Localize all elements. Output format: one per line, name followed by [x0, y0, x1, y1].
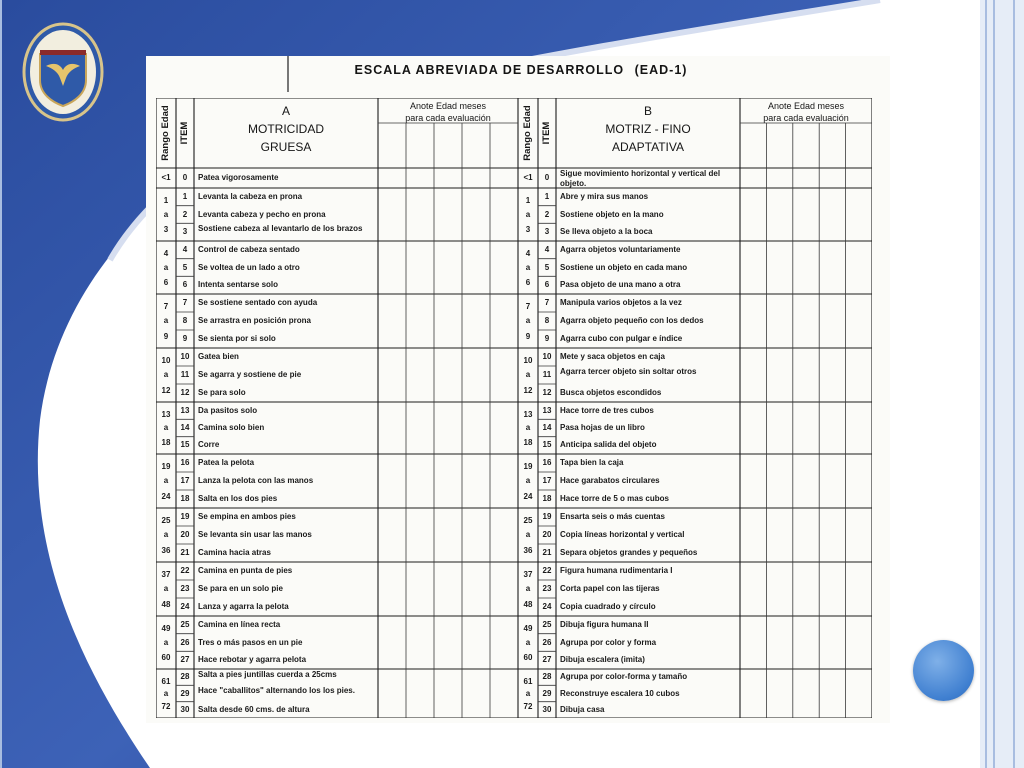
item-number-b: 2: [544, 209, 550, 219]
item-text-a: Intenta sentarse solo: [198, 280, 279, 290]
item-text-b: Sigue movimiento horizontal y vertical del objeto.: [560, 169, 721, 188]
age-to-a: 6: [163, 278, 169, 287]
title-text: ESCALA ABREVIADA DE DESARROLLO: [354, 63, 625, 77]
item-number-b: 10: [542, 352, 552, 361]
age-sep-b: a: [525, 370, 531, 379]
item-text-b: Separa objetos grandes y pequeños: [560, 548, 698, 557]
age-from-a: 25: [161, 516, 171, 525]
age-from-b: 25: [523, 516, 533, 525]
item-number-b: 28: [542, 672, 552, 682]
item-text-b: Hace garabatos circulares: [560, 476, 660, 485]
age-sep-b: a: [525, 316, 531, 325]
age-sep-b: a: [525, 530, 531, 539]
item-number-b: 9: [544, 334, 550, 343]
item-number-a: 28: [180, 672, 190, 682]
age-to-b: 36: [523, 546, 533, 555]
age-sep-a: a: [163, 530, 169, 539]
item-text-b: Dibuja figura humana II: [560, 619, 649, 629]
age-sep-b: a: [525, 584, 531, 593]
age-to-a: 3: [163, 225, 169, 234]
item-text-a: Se empina en ambos pies: [198, 512, 296, 521]
item-text-b: Copia cuadrado y círculo: [560, 602, 656, 611]
item-text-a: Se voltea de un lado a otro: [198, 262, 300, 272]
age-from-b: 10: [523, 356, 533, 365]
age-from-a: 1: [163, 196, 169, 205]
age-from-a: 10: [161, 356, 171, 365]
item-number-a: 1: [182, 191, 188, 201]
item-number-b: 27: [542, 655, 552, 665]
item-number-a: 3: [182, 227, 188, 237]
item-number-a: 2: [182, 209, 188, 219]
item-text-a: Tres o más pasos en un pie: [198, 637, 303, 647]
item-text-a: Hace rebotar y agarra pelota: [198, 655, 307, 665]
item-number-b: 12: [542, 388, 552, 397]
age-to-b: 72: [523, 702, 533, 711]
item-number-a: 6: [182, 280, 188, 290]
item-text-b: Ensarta seis o más cuentas: [560, 512, 665, 521]
item-number-a: 0: [182, 173, 188, 182]
age-to-a: 24: [161, 492, 171, 501]
section-b-letter: B: [643, 104, 652, 118]
item-number-a: 25: [180, 619, 190, 629]
item-text-a: Camina en punta de pies: [198, 566, 293, 575]
rango-edad-label-a: Rango Edad: [160, 105, 171, 161]
rango-edad-label-b: Rango Edad: [522, 105, 533, 161]
item-text-b: Tapa bien la caja: [560, 458, 624, 467]
scanned-document: [146, 56, 890, 723]
age-sep-a: a: [163, 423, 169, 432]
item-number-b: 25: [542, 619, 552, 629]
item-text-b: Pasa hojas de un libro: [560, 423, 645, 432]
item-text-b: Abre y mira sus manos: [560, 191, 649, 201]
item-number-b: 24: [542, 602, 552, 611]
age-from-b: 37: [523, 570, 533, 579]
anote-b-line1: Anote Edad meses: [767, 101, 845, 111]
item-text-b: Agarra cubo con pulgar e índice: [560, 334, 683, 343]
age-sep-b: a: [525, 262, 531, 272]
item-text-b: Agarra objeto pequeño con los dedos: [560, 316, 704, 325]
item-text-b: Sostiene un objeto en cada mano: [560, 262, 688, 272]
age-sep-a: a: [163, 637, 169, 647]
item-text-a: Levanta cabeza y pecho en prona: [198, 209, 326, 219]
item-number-b: 7: [544, 298, 550, 307]
item-number-a: 19: [180, 512, 190, 521]
item-number-a: 22: [180, 566, 190, 575]
age-from-a: 7: [163, 302, 169, 311]
age-to-b: 18: [523, 438, 533, 447]
item-number-a: 7: [182, 298, 188, 307]
institution-logo: [22, 22, 104, 122]
age-to-b: 48: [523, 600, 533, 609]
age-from-b: <1: [523, 173, 533, 182]
item-text-b: Agarra tercer objeto sin soltar otros: [560, 367, 697, 376]
item-number-a: 29: [180, 688, 190, 698]
item-number-b: 14: [542, 423, 552, 432]
age-sep-a: a: [163, 370, 169, 379]
item-number-b: 17: [542, 476, 552, 485]
item-number-a: 9: [182, 334, 188, 343]
item-text-b: Agrupa por color y forma: [560, 637, 657, 647]
age-to-b: 24: [523, 492, 533, 501]
item-text-b: Corta papel con las tijeras: [560, 584, 660, 593]
item-text-a: Sostiene cabeza al levantarlo de los brazos: [198, 224, 363, 234]
anote-b-line2: para cada evaluación: [763, 113, 849, 123]
item-text-a: Hace "caballitos" alternando los los pies.: [198, 686, 355, 696]
age-to-a: 60: [161, 653, 171, 662]
item-number-b: 13: [542, 405, 552, 415]
age-sep-a: a: [163, 209, 169, 219]
item-text-a: Salta a pies juntillas cuerda a 25cms: [198, 670, 337, 679]
item-number-b: 26: [542, 637, 552, 647]
age-to-a: 36: [161, 546, 171, 555]
title-code: (EAD-1): [634, 63, 688, 77]
age-from-b: 1: [525, 196, 531, 205]
document-title: [146, 63, 890, 77]
item-text-a: Salta desde 60 cms. de altura: [198, 704, 310, 714]
age-sep-a: a: [163, 584, 169, 593]
item-number-a: 10: [180, 352, 190, 361]
item-text-b: Copia líneas horizontal y vertical: [560, 530, 685, 539]
item-text-a: Se sienta por si solo: [198, 334, 276, 343]
item-number-a: 14: [180, 423, 190, 432]
item-text-b: Reconstruye escalera 10 cubos: [560, 688, 680, 698]
item-text-a: Se arrastra en posición prona: [198, 316, 311, 325]
item-number-b: 6: [544, 280, 550, 290]
item-label-a: ITEM: [179, 121, 190, 145]
item-text-b: Agarra objetos voluntariamente: [560, 244, 681, 254]
item-number-b: 15: [542, 440, 552, 450]
age-from-a: 4: [163, 249, 169, 258]
age-to-b: 6: [525, 278, 531, 287]
age-from-b: 61: [523, 677, 533, 686]
age-to-a: 18: [161, 438, 171, 447]
age-to-a: 12: [161, 386, 171, 395]
item-number-a: 27: [180, 655, 190, 665]
age-to-a: 72: [161, 702, 171, 711]
item-text-a: Se sostiene sentado con ayuda: [198, 298, 318, 307]
age-sep-a: a: [163, 262, 169, 272]
age-from-b: 4: [525, 249, 531, 258]
item-number-b: 5: [544, 262, 550, 272]
item-number-a: 24: [180, 602, 190, 611]
age-from-a: 61: [161, 677, 171, 686]
age-from-a: 37: [161, 570, 171, 579]
anote-a-line2: para cada evaluación: [405, 113, 491, 123]
item-text-a: Control de cabeza sentado: [198, 244, 300, 254]
item-number-b: 4: [544, 244, 550, 254]
age-from-b: 7: [525, 302, 531, 311]
item-text-b: Hace torre de tres cubos: [560, 405, 654, 415]
item-number-a: 18: [180, 494, 190, 503]
item-number-b: 0: [544, 173, 550, 182]
item-number-b: 19: [542, 512, 552, 521]
item-number-a: 26: [180, 637, 190, 647]
age-to-b: 9: [525, 332, 531, 341]
item-text-a: Lanza la pelota con las manos: [198, 476, 314, 485]
item-text-b: Dibuja casa: [560, 704, 605, 714]
item-text-b: Manipula varios objetos a la vez: [560, 298, 682, 307]
item-text-a: Se levanta sin usar las manos: [198, 530, 312, 539]
item-text-a: Patea la pelota: [198, 458, 255, 467]
item-text-a: Se agarra y sostiene de pie: [198, 370, 302, 379]
item-text-a: Levanta la cabeza en prona: [198, 191, 303, 201]
item-number-a: 23: [180, 584, 190, 593]
age-sep-b: a: [525, 423, 531, 432]
item-number-b: 16: [542, 458, 552, 467]
item-text-b: Hace torre de 5 o mas cubos: [560, 494, 669, 503]
age-to-a: 9: [163, 332, 169, 341]
item-label-b: ITEM: [541, 121, 552, 145]
age-sep-b: a: [525, 637, 531, 647]
section-a-title: MOTRICIDAD: [248, 122, 324, 136]
accent-circle: [913, 640, 974, 701]
item-number-a: 16: [180, 458, 190, 467]
item-number-a: 12: [180, 388, 190, 397]
age-from-b: 13: [523, 410, 533, 419]
item-text-a: Se para en un solo pie: [198, 584, 283, 593]
item-number-a: 21: [180, 548, 190, 557]
item-text-b: Busca objetos escondidos: [560, 388, 662, 397]
item-number-a: 17: [180, 476, 190, 485]
item-number-a: 4: [182, 244, 188, 254]
item-text-b: Pasa objeto de una mano a otra: [560, 280, 681, 290]
item-text-a: Gatea bien: [198, 352, 239, 361]
section-b-title: MOTRIZ - FINO: [605, 122, 691, 136]
item-text-b: Mete y saca objetos en caja: [560, 352, 665, 361]
item-number-a: 20: [180, 530, 190, 539]
age-to-b: 60: [523, 653, 533, 662]
age-sep-a: a: [163, 476, 169, 485]
item-text-a: Camina hacia atras: [198, 548, 271, 557]
item-text-a: Camina en línea recta: [198, 619, 281, 629]
age-to-a: 48: [161, 600, 171, 609]
item-number-b: 23: [542, 584, 552, 593]
age-from-a: 49: [161, 624, 171, 633]
anote-a-line1: Anote Edad meses: [409, 101, 487, 111]
item-number-a: 30: [180, 704, 190, 714]
age-sep-b: a: [525, 476, 531, 485]
age-sep-b: a: [525, 209, 531, 219]
age-from-a: 13: [161, 410, 171, 419]
item-text-a: Patea vigorosamente: [198, 173, 279, 182]
section-a-subtitle: GRUESA: [260, 140, 312, 154]
age-sep-a: a: [163, 316, 169, 325]
item-number-b: 21: [542, 548, 552, 557]
age-sep-b: a: [525, 688, 531, 698]
age-from-b: 19: [523, 462, 533, 471]
item-number-b: 11: [542, 370, 552, 379]
item-text-a: Lanza y agarra la pelota: [198, 602, 289, 611]
item-number-b: 22: [542, 566, 552, 575]
section-a-letter: A: [281, 104, 290, 118]
item-text-a: Se para solo: [198, 388, 246, 397]
item-number-b: 3: [544, 227, 550, 237]
item-number-a: 13: [180, 405, 190, 415]
age-to-b: 12: [523, 386, 533, 395]
section-b-subtitle: ADAPTATIVA: [611, 140, 684, 154]
item-number-a: 5: [182, 262, 188, 272]
item-number-b: 1: [544, 191, 550, 201]
age-from-a: 19: [161, 462, 171, 471]
item-number-b: 8: [544, 316, 550, 325]
item-text-b: Agrupa por color-forma y tamaño: [560, 672, 688, 682]
age-from-a: <1: [161, 173, 171, 182]
item-number-a: 11: [180, 370, 190, 379]
item-text-a: Da pasitos solo: [198, 405, 258, 415]
age-to-b: 3: [525, 225, 531, 234]
item-text-a: Salta en los dos pies: [198, 494, 278, 503]
age-sep-a: a: [163, 688, 169, 698]
item-number-a: 15: [180, 440, 190, 450]
item-number-b: 29: [542, 688, 552, 698]
item-text-a: Corre: [198, 440, 220, 450]
item-text-a: Camina solo bien: [198, 423, 265, 432]
item-number-b: 30: [542, 704, 552, 714]
item-text-b: Dibuja escalera (imita): [560, 655, 645, 665]
item-text-b: Anticipa salida del objeto: [560, 440, 657, 450]
item-text-b: Se lleva objeto a la boca: [560, 227, 653, 237]
item-text-b: Figura humana rudimentaria I: [560, 566, 673, 575]
item-number-a: 8: [182, 316, 188, 325]
item-number-b: 20: [542, 530, 552, 539]
item-number-b: 18: [542, 494, 552, 503]
item-text-b: Sostiene objeto en la mano: [560, 209, 664, 219]
age-from-b: 49: [523, 624, 533, 633]
